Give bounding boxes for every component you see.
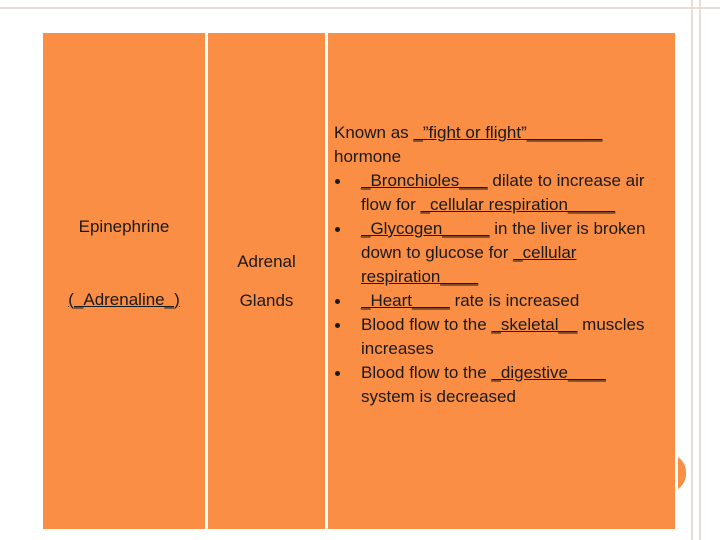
bullet-blank: _cellular respiration____: [361, 243, 577, 286]
bullet-blank: _digestive____: [491, 363, 606, 382]
list-item: [334, 169, 654, 217]
effects-cell: [327, 32, 677, 531]
hormone-cell: [42, 32, 207, 531]
gland-line-2: Glands: [239, 290, 294, 310]
intro-text: [334, 121, 654, 169]
list-item: [334, 289, 654, 313]
frame-line: [691, 0, 693, 540]
bullet-icon: [335, 299, 340, 304]
frame-line: [699, 0, 701, 540]
frame-line: [0, 7, 720, 9]
list-item: [334, 313, 654, 361]
gland-line-1: Adrenal: [237, 251, 296, 271]
gland-cell: [207, 32, 327, 531]
bullet-icon: [335, 323, 340, 328]
hormone-table: [40, 30, 678, 532]
bullet-text: Blood flow to the: [361, 315, 492, 334]
table-row: [42, 32, 677, 531]
bullet-text: Blood flow to the: [361, 363, 492, 382]
bullet-text: in the liver is broken down to glucose for: [361, 219, 646, 262]
bullet-blank: _cellular respiration_____: [420, 195, 616, 214]
bullet-blank: _skeletal__: [491, 315, 578, 334]
list-item: [334, 361, 654, 409]
bullet-icon: [335, 227, 340, 232]
effects-content: [334, 121, 654, 409]
bullet-blank: _Glycogen_____: [361, 219, 490, 238]
effects-list: [334, 169, 654, 409]
bullet-icon: [335, 371, 340, 376]
bullet-blank: _Heart____: [361, 291, 450, 310]
intro-blank: _”fight or flight”________: [413, 123, 603, 142]
bullet-blank: _Bronchioles___: [361, 171, 488, 190]
bullet-icon: [335, 179, 340, 184]
list-item: [334, 217, 654, 289]
bullet-text: dilate to increase air flow for: [361, 171, 645, 214]
bullet-text: rate is increased: [449, 291, 580, 310]
intro-suffix: hormone: [334, 147, 402, 166]
hormone-name: Epinephrine: [78, 216, 170, 236]
hormone-alt-name: (_Adrenaline_): [68, 289, 180, 309]
bullet-text: muscles increases: [361, 315, 645, 358]
intro-prefix: Known as: [334, 123, 414, 142]
bullet-text: system is decreased: [361, 387, 516, 406]
